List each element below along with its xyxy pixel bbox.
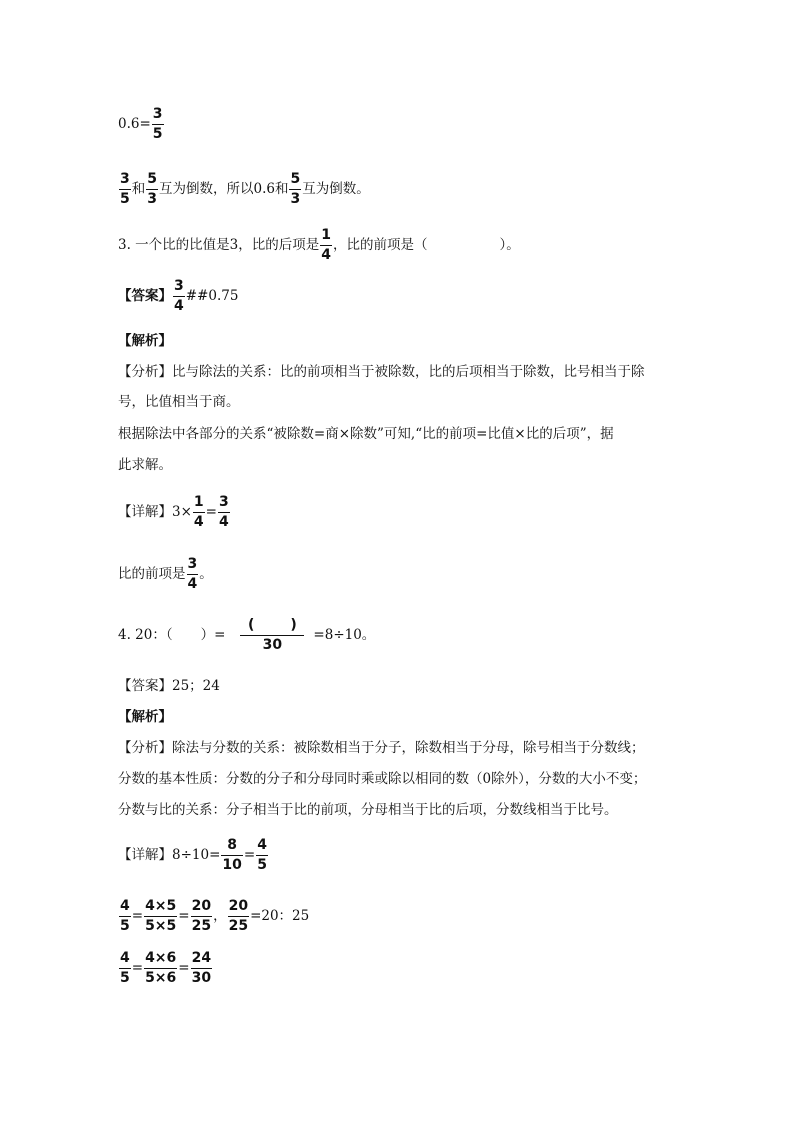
fraction: $\frac{3}{4}$ [218,494,229,530]
line-reciprocal: $\frac{3}{5}$ 和 $\frac{5}{3}$ 互为倒数，所以0.6和 $\frac{5}{3}$ 互为倒数。 [120,171,370,207]
line-06-eq: 0.6= $\frac{3}{5}$ [118,106,163,142]
fraction: $\frac{4\times 5}{5\times 5}$ [145,898,177,934]
fraction: $\frac{3}{4}$ [174,278,184,314]
fraction: $\frac{3}{5}$ [120,171,130,207]
fraction: $\frac{4\times 6}{5\times 6}$ [145,950,177,986]
analysis-4-c: 分数与比的关系：分子相当于比的前项，分母相当于比的后项，分数线相当于比号。 [118,802,618,818]
analysis-4-a: 【分析】除法与分数的关系：被除数相当于分子，除数相当于分母，除号相当于分数线； [118,740,645,756]
question-4: 4. 20：（ ）= $\frac{( )}{30}$ =8÷10。 [118,617,376,653]
fraction: $\frac{4}{5}$ [120,950,130,986]
fraction: $\frac{5}{3}$ [290,171,301,207]
fraction: $\frac{3}{5}$ [152,106,163,142]
analysis-3-c: 根据除法中各部分的关系“被除数=商×除数”可知,“比的前项=比值×比的后项”，据 [118,426,614,442]
question-3: 3. 一个比的比值是3，比的后项是 $\frac{1}{4}$ ，比的前项是（ ）。 [118,227,520,263]
analysis-heading-3: 【解析】 [118,333,172,349]
answer-3: 【答案】 $\frac{3}{4}$ ##0.75 [118,278,239,314]
equation-24: $\frac{4}{5}$ = $\frac{4\times 6}{5\times 6}$ = $\frac{24}{30}$ [120,950,212,986]
fraction: $\frac{8}{10}$ [222,837,242,873]
conclusion-3: 比的前项是 $\frac{3}{4}$ 。 [118,556,213,592]
fraction: $\frac{24}{30}$ [191,950,212,986]
fraction: $\frac{20}{25}$ [228,898,249,934]
analysis-heading-4: 【解析】 [118,709,172,725]
fraction: $\frac{3}{4}$ [187,556,198,592]
fraction: $\frac{1}{4}$ [321,227,332,263]
fraction: $\frac{5}{3}$ [147,171,157,207]
analysis-3-a: 【分析】比与除法的关系：比的前项相当于被除数，比的后项相当于除数，比号相当于除 [118,364,645,380]
detail-4: 【详解】8÷10= $\frac{8}{10}$ = $\frac{4}{5}$ [118,837,267,873]
equation-25: $\frac{4}{5}$ = $\frac{4\times 5}{5\times 5}$ = $\frac{20}{25}$ ， $\frac{20}{25}$ =20：25 [120,898,310,934]
fraction: $\frac{1}{4}$ [193,494,204,530]
analysis-4-b: 分数的基本性质：分数的分子和分母同时乘或除以相同的数（0除外），分数的大小不变； [118,771,647,787]
fraction: $\frac{4}{5}$ [257,837,267,873]
detail-3: 【详解】3× $\frac{1}{4}$ = $\frac{3}{4}$ [118,494,229,530]
analysis-3-b: 号，比值相当于商。 [118,394,240,410]
fraction: $\frac{4}{5}$ [120,898,130,934]
fraction-blank: $\frac{( )}{30}$ [240,618,304,653]
answer-4: 【答案】25；24 [118,678,220,694]
fraction: $\frac{20}{25}$ [191,898,212,934]
analysis-3-d: 此求解。 [118,457,172,473]
